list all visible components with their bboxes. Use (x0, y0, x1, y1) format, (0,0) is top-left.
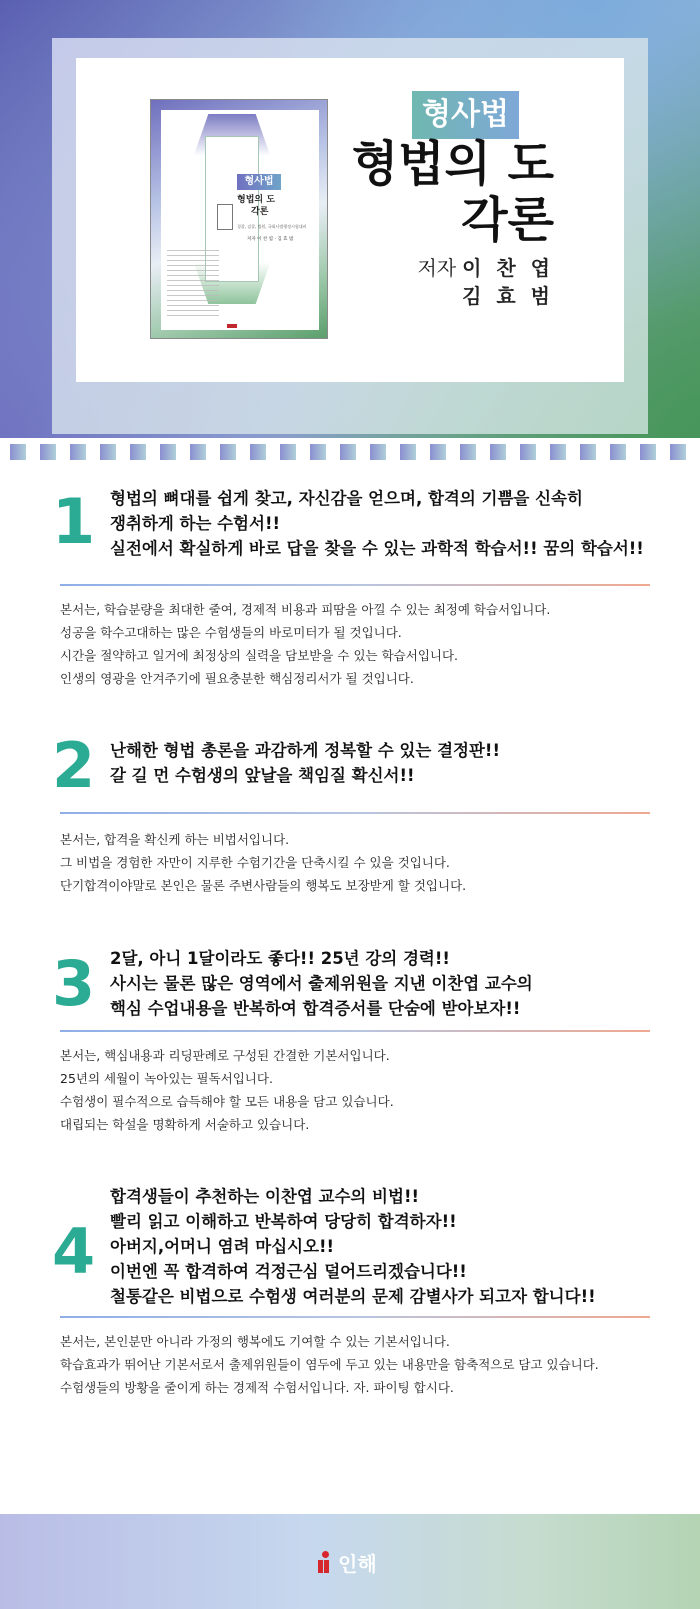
headline-line: 형법의 뼈대를 쉽게 찾고, 자신감을 얻으며, 합격의 기쁨을 신속히 (110, 489, 583, 508)
headline-line: 갈 길 먼 수험생의 앞날을 책임질 확신서!! (110, 766, 415, 785)
hero-card (76, 58, 624, 382)
section-number: 3 (52, 947, 96, 1020)
book-cover-subtitle: 경찰, 검찰, 법원, 국회사법행정시험대비 (237, 224, 307, 229)
author-prefix: 저자 (417, 256, 457, 280)
book-cover-box (217, 204, 233, 230)
feature-section-4 (0, 1176, 700, 1416)
book-cover-logo (227, 324, 237, 328)
headline-line: 쟁취하게 하는 수험서!! (110, 514, 280, 533)
book-cover-title-line1: 형법의 도 (237, 195, 275, 205)
hero-banner (0, 0, 700, 438)
book-cover-text-lines (167, 250, 219, 320)
book-cover-tag: 형사법 (237, 174, 281, 190)
body-line: 인생의 영광을 안겨주기에 필요충분한 핵심정리서가 될 것입니다. (60, 671, 414, 686)
body-line: 본서는, 학습분량을 최대한 줄여, 경제적 비용과 피땀을 아낄 수 있는 최정예 학습서입니다. (60, 602, 551, 617)
author-line-2 (417, 282, 554, 310)
book-authors (417, 254, 554, 310)
section-body (60, 828, 680, 897)
body-line: 단기합격이야말로 본인은 물론 주변사람들의 행복도 보장받게 할 것입니다. (60, 878, 467, 893)
section-divider (60, 1316, 650, 1318)
headline-line: 합격생들이 추천하는 이찬엽 교수의 비법!! (110, 1187, 419, 1206)
book-cover-image (150, 99, 328, 339)
section-number: 4 (52, 1215, 96, 1288)
headline-line: 철통같은 비법으로 수험생 여러분의 문제 감별사가 되고자 합니다!! (110, 1287, 596, 1306)
feature-section-2 (0, 724, 700, 924)
body-line: 수험생이 필수적으로 습득해야 할 모든 내용을 담고 있습니다. (60, 1094, 394, 1109)
body-line: 본서는, 핵심내용과 리딩판례로 구성된 간결한 기본서입니다. (60, 1048, 390, 1063)
book-title (352, 136, 554, 248)
section-divider (60, 584, 650, 586)
section-headline (110, 946, 680, 1021)
section-headline (110, 1184, 680, 1309)
body-line: 학습효과가 뛰어난 기본서로서 출제위원들이 염두에 두고 있는 내용만을 함축적으로 담고 있습니다. (60, 1357, 599, 1372)
body-line: 본서는, 본인분만 아니라 가정의 행복에도 기여할 수 있는 기본서입니다. (60, 1334, 450, 1349)
headline-line: 이번엔 꼭 합격하여 걱정근심 덜어드리겠습니다!! (110, 1262, 467, 1281)
book-title-line2: 각론 (461, 192, 554, 248)
headline-line: 핵심 수업내용을 반복하여 합격증서를 단숨에 받아보자!! (110, 999, 521, 1018)
section-divider (60, 812, 650, 814)
feature-section-3 (0, 932, 700, 1162)
book-cover-authors: 저자 이 찬 엽 · 김 효 범 (247, 237, 294, 242)
headline-line: 2달, 아니 1달이라도 좋다!! 25년 강의 경력!! (110, 949, 450, 968)
headline-line: 실전에서 확실하게 바로 답을 찾을 수 있는 과학적 학습서!! 꿈의 학습서!! (110, 539, 644, 558)
feature-section-1 (0, 466, 700, 696)
section-number: 2 (52, 729, 96, 802)
hero-frame (52, 38, 648, 434)
body-line: 시간을 절약하고 일거에 최정상의 실력을 담보받을 수 있는 학습서입니다. (60, 648, 459, 663)
body-line: 수험생들의 방황을 줄이게 하는 경제적 수험서입니다. 자. 파이팅 합시다. (60, 1380, 454, 1395)
body-line: 그 비법을 경험한 자만이 지루한 수험기간을 단축시킬 수 있을 것입니다. (60, 855, 450, 870)
footer-banner (0, 1514, 700, 1609)
book-title-line1: 형법의 도 (351, 136, 554, 192)
decorative-squares (10, 444, 700, 460)
body-line: 25년의 세월이 녹아있는 필독서입니다. (60, 1071, 273, 1086)
section-body (60, 1330, 680, 1399)
body-line: 성공을 학수고대하는 많은 수험생들의 바로미터가 될 것입니다. (60, 625, 402, 640)
headline-line: 난해한 형법 총론을 과감하게 정복할 수 있는 결정판!! (110, 741, 500, 760)
headline-line: 사시는 물론 많은 영역에서 출제위원을 지낸 이찬엽 교수의 (110, 974, 533, 993)
book-cover-title-line2: 각론 (251, 207, 269, 217)
headline-line: 빨리 읽고 이해하고 반복하여 당당히 합격하자!! (110, 1212, 457, 1231)
body-line: 대립되는 학설을 명확하게 서술하고 있습니다. (60, 1117, 310, 1132)
headline-line: 아버지,어머니 염려 마십시오!! (110, 1237, 335, 1256)
section-divider (60, 1030, 650, 1032)
publisher-logo-text: 인해 (338, 1551, 377, 1576)
author-line-1 (417, 254, 554, 282)
category-badge: 형사법 (412, 91, 519, 139)
publisher-logo-icon (316, 1551, 334, 1573)
book-cover-title (237, 194, 307, 218)
section-body (60, 598, 680, 690)
author-name-2: 김 효 범 (462, 284, 554, 308)
section-headline (110, 738, 680, 788)
section-body (60, 1044, 680, 1136)
author-name-1: 이 찬 엽 (462, 256, 554, 280)
body-line: 본서는, 합격을 확신케 하는 비법서입니다. (60, 832, 290, 847)
publisher-logo[interactable] (316, 1544, 396, 1580)
section-number: 1 (52, 485, 96, 558)
decorative-stripe (0, 438, 700, 466)
section-headline (110, 486, 680, 561)
